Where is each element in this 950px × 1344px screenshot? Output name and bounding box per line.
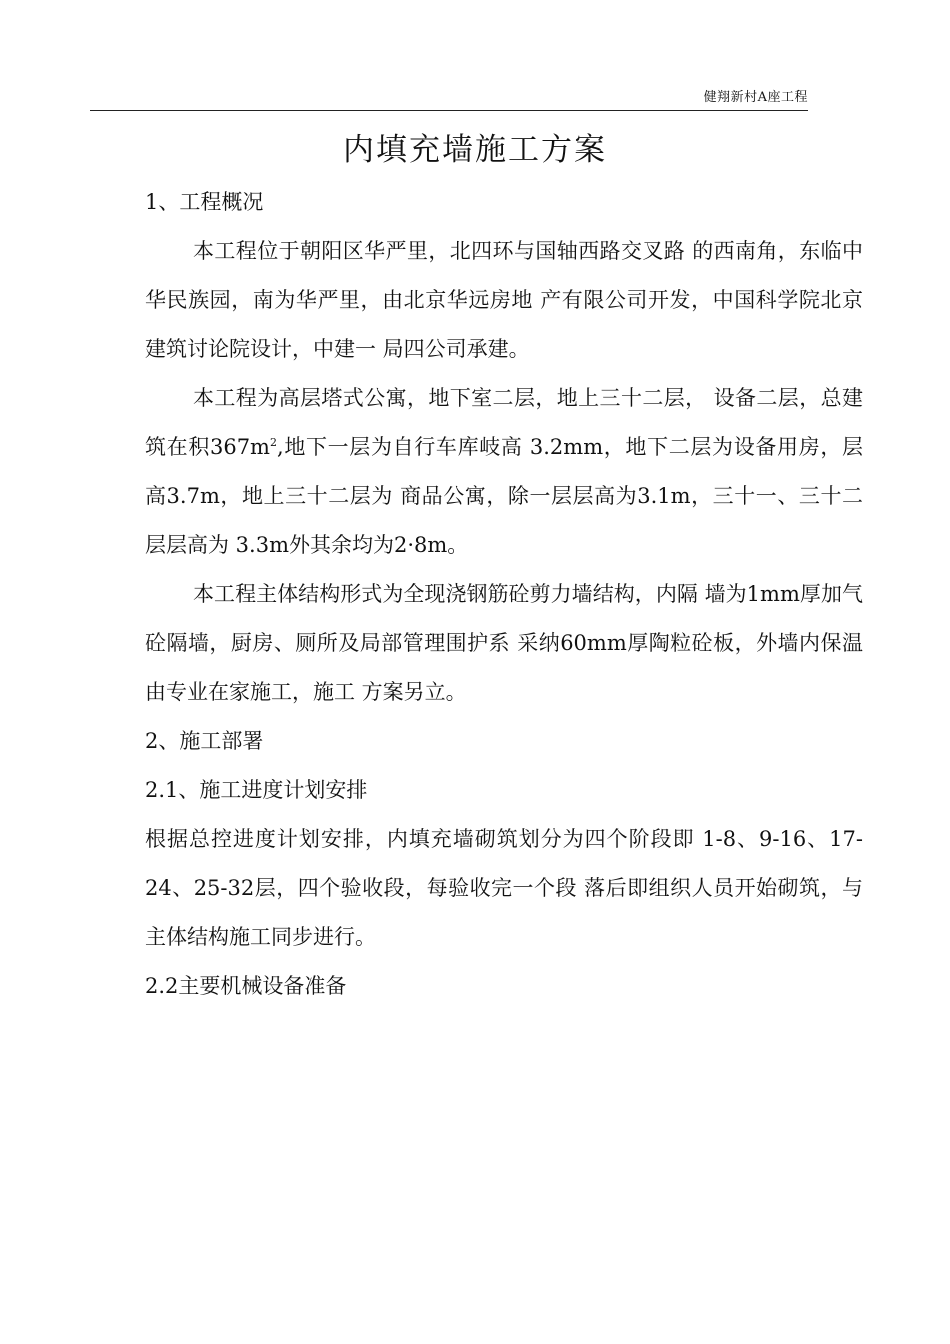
section-2-2-heading: 2.2主要机械设备准备 (145, 974, 347, 998)
section-2-1-heading: 2.1、施工进度计划安排 (145, 778, 368, 802)
paragraph-schedule: 根据总控进度计划安排，内填充墙砌筑划分为四个阶段即 1-8、9-16、17-24、25-32层，四个验收段，每验收完一个段 落后即组织人员开始砌筑，与主体结构施工同步进行。 (145, 827, 863, 949)
section-2-heading: 2、施工部署 (145, 729, 264, 753)
paragraph-building-part-a: 本工程为高层塔式公寓，地下室二层，地上三十二层， 设备二层，总建筑在积367m (145, 386, 863, 459)
paragraph-overview-building (145, 374, 863, 570)
paragraph-building-part-b: ,地下一层为自行车库岐高 3.2mm，地下二层为设备用房，层高3.7m，地上三十二层为 商品公寓，除一层层高为3.1m，三十一、三十二层层高为 3.3m外其余均为2·8m。 (145, 435, 864, 557)
document-body (145, 178, 863, 1011)
running-header: 健翔新村A座工程 (703, 90, 808, 105)
document-title: 内填充墙施工方案 (343, 132, 607, 168)
header-rule (90, 110, 808, 111)
paragraph-overview-structure: 本工程主体结构形式为全现浇钢筋砼剪力墙结构，内隔 墙为1mm厚加气砼隔墙，厨房、厕所及局部管理围护系 采纳60mm厚陶粒砼板，外墙内保温由专业在家施工，施工 方案另立。 (145, 582, 863, 704)
paragraph-overview-location: 本工程位于朝阳区华严里，北四环与国轴西路交叉路 的西南角，东临中华民族园，南为华严里，由北京华远房地 产有限公司开发，中国科学院北京建筑讨论院设计，中建一 局四公司承建。 (145, 239, 863, 361)
area-unit-superscript: 2 (269, 436, 277, 449)
section-1-heading: 1、工程概况 (145, 190, 264, 214)
